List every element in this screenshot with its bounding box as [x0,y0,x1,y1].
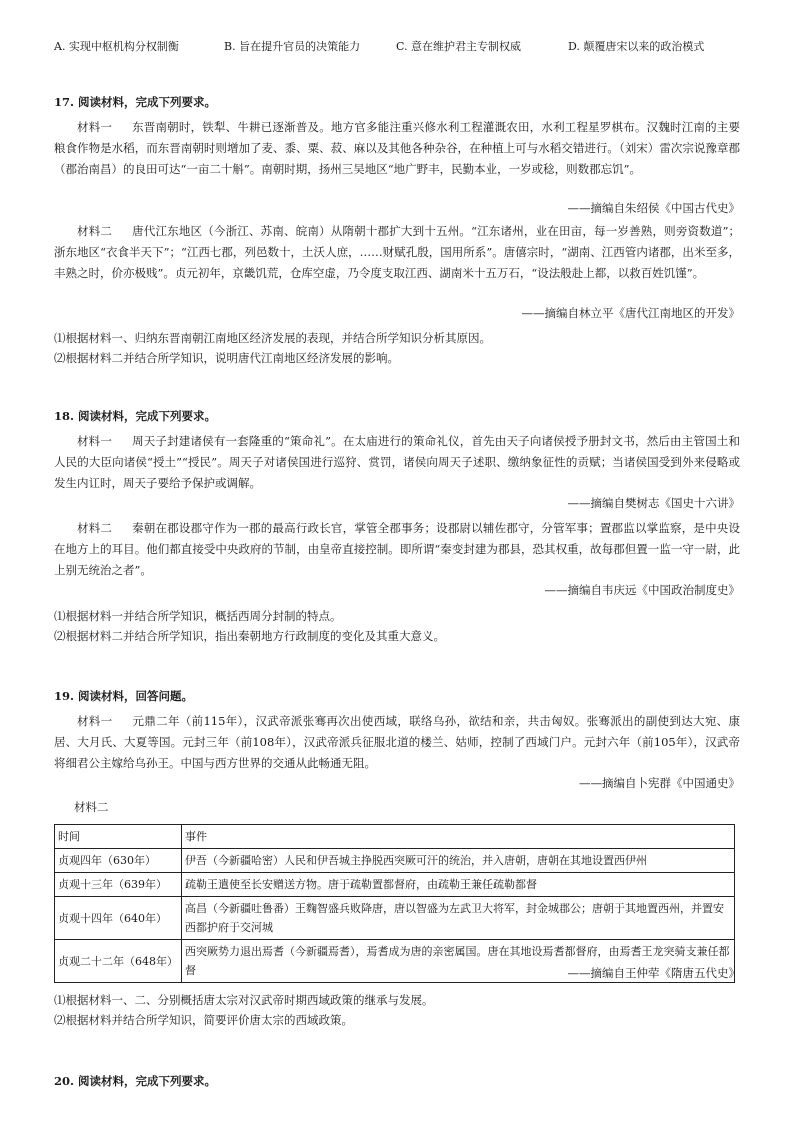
q18-ask-1: ⑴根据材料一并结合所学知识，概括西周分封制的特点。 [54,609,342,623]
table-cell-time: 贞观二十二年（648年） [55,940,182,983]
table-cell-event: 疏勒王遣使至长安赠送方物。唐于疏勒置都督府，由疏勒王兼任疏勒都督 [182,873,735,897]
q18-material-2 [54,518,740,581]
table-cell-event: 高昌（今新疆吐鲁番）王麴智盛兵败降唐，唐以智盛为左武卫大将军，封金城郡公；唐朝于其地置西州，并置安西都护府于交河城 [182,897,735,940]
q19-ask-2: ⑵根据材料并结合所学知识，简要评价唐太宗的西域政策。 [54,1013,353,1027]
q19-questions [54,990,740,1030]
material-text: 唐代江东地区（今浙江、苏南、皖南）从隋朝十郡扩大到十五州。“江东诸州，业在田亩，每一岁善熟，则旁资数道”；浙东地区“衣食半天下”；“江西七郡，列邑数十，土沃人庶，……财赋孔殷，国用所系”。唐僖宗时，“湖南、江西管内诸郡，出米至多，丰熟之时，价亦极贱”。贞元初年，京畿饥荒，仓库空虚，乃令度支取江西、湖南米十五万石，“设法般赴上都，以救百姓饥馑”。 [54,224,740,280]
q18-source-2: ——摘编自韦庆远《中国政治制度史》 [544,583,740,597]
table-cell-event: 西突厥势力退出焉耆（今新疆焉耆），焉耆成为唐的亲密属国。唐在其地设焉耆都督府，由焉耆王龙突骑支兼任都督 [182,940,735,983]
table-cell-time: 贞观四年（630年） [55,849,182,873]
q19-source-2: ——摘编自王仲荦《隋唐五代史》 [567,966,740,980]
material-tag: 材料二 [77,224,113,238]
history-table [54,824,735,983]
q19-material-1 [54,711,740,774]
material-text: 周天子封建诸侯有一套隆重的“策命礼”。在太庙进行的策命礼仪，首先由天子向诸侯授予册封文书，然后由主管国土和人民的大臣向诸侯“授土”“授民”。周天子对诸侯国进行巡狩、赏罚，诸侯向周天子述职、缴纳象征性的贡赋；当诸侯国受到外来侵略或发生内讧时，周天子要给予保护或调解。 [54,434,740,490]
q17-ask-2: ⑵根据材料二并结合所学知识，说明唐代江南地区经济发展的影响。 [54,351,399,365]
option-b[interactable]: B. 旨在提升官员的决策能力 [224,40,361,53]
table-row [55,849,735,873]
q17-ask-1: ⑴根据材料一、归纳东晋南朝江南地区经济发展的表现，并结合所学知识分析其原因。 [54,331,491,345]
q17-questions [54,328,740,368]
table-header-cell: 时间 [55,825,182,849]
material-tag: 材料一 [77,434,113,448]
q19-title: 19. 阅读材料，回答问题。 [54,689,194,703]
q18-questions [54,606,740,646]
material-tag: 材料一 [77,714,113,728]
table-row [55,897,735,940]
answer-options [54,38,740,56]
q19-material-2-label: 材料二 [74,800,109,814]
option-a[interactable]: A. 实现中枢机构分权制衡 [54,40,179,53]
q17-title: 17. 阅读材料，完成下列要求。 [54,95,217,109]
table-cell-time: 贞观十三年（639年） [55,873,182,897]
option-c[interactable]: C. 意在维护君主专制权威 [396,40,522,53]
q17-source-2: ——摘编自林立平《唐代江南地区的开发》 [521,306,740,320]
q17-material-1 [54,117,740,180]
table-cell-event: 伊吾（今新疆哈密）人民和伊吾城主挣脱西突厥可汗的统治，并入唐朝，唐朝在其地设置西伊州 [182,849,735,873]
q17-source-1: ——摘编自朱绍侯《中国古代史》 [567,201,740,215]
material-tag: 材料一 [77,120,113,134]
material-tag: 材料二 [77,521,113,535]
q20-title: 20. 阅读材料，完成下列要求。 [54,1074,217,1088]
material-text: 秦朝在郡设郡守作为一郡的最高行政长官，掌管全郡事务；设郡尉以辅佐郡守，分管军事；置郡监以掌监察，是中央设在地方上的耳目。他们都直接受中央政府的节制，由皇帝直接控制。即所谓“秦变封建为郡县，恐其权重，故每郡但置一监一守一尉，此上别无统治之者”。 [54,521,741,577]
q18-source-1: ——摘编自樊树志《国史十六讲》 [567,496,740,510]
q19-ask-1: ⑴根据材料一、二、分别概括唐太宗对汉武帝时期西域政策的继承与发展。 [54,993,434,1007]
q18-material-1 [54,431,740,494]
option-d[interactable]: D. 颠覆唐宋以来的政治模式 [568,40,705,53]
table-header-row [55,825,735,849]
q19-source-1: ——摘编自卜宪群《中国通史》 [579,776,740,790]
q18-ask-2: ⑵根据材料二并结合所学知识，指出秦朝地方行政制度的变化及其重大意义。 [54,629,445,643]
table-row [55,873,735,897]
q17-material-2 [54,221,740,284]
table-header-cell: 事件 [182,825,735,849]
q18-title: 18. 阅读材料，完成下列要求。 [54,409,217,423]
table-cell-time: 贞观十四年（640年） [55,897,182,940]
material-text: 元鼎二年（前115年），汉武帝派张骞再次出使西域，联络乌孙，欲结和亲，共击匈奴。张骞派出的副使到达大宛、康居、大月氏、大夏等国。元封三年（前108年），汉武帝派兵征服北道的楼兰、姑师，控制了西域门户。元封六年（前105年），汉武帝将细君公主嫁给乌孙王。中国与西方世界的交通从此畅通无阻。 [54,714,740,770]
material-text: 东晋南朝时，铁犁、牛耕已逐渐普及。地方官多能注重兴修水利工程灌溉农田，水利工程星罗棋布。汉魏时江南的主要粮食作物是水稻，而东晋南朝时则增加了麦、黍、粟、菽、麻以及其他各种杂谷，在种植上可与水稻交错进行。（刘宋）雷次宗说豫章郡（郡治南昌）的良田可达“一亩二十斛”。南朝时期，扬州三吴地区“地广野丰，民勤本业，一岁或稔，则数郡忘饥”。 [54,120,741,176]
